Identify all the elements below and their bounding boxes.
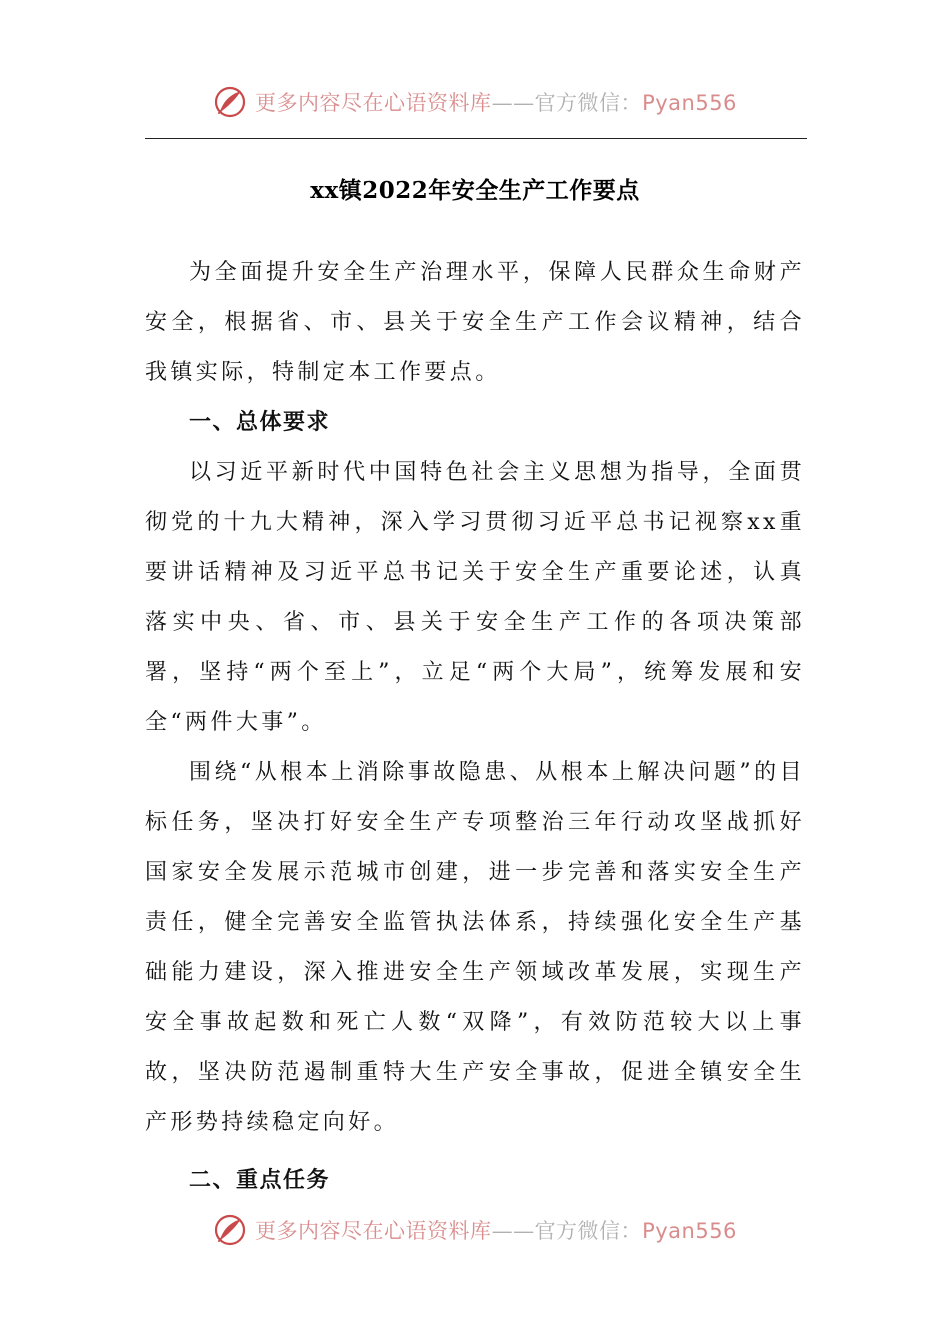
watermark-dash: —— [491, 1219, 535, 1243]
watermark-main-text: 更多内容尽在心语资料库 [255, 91, 492, 115]
section-heading-key-tasks: 二、重点任务 [189, 1168, 331, 1193]
document-title: xx镇2022年安全生产工作要点 [310, 177, 640, 204]
watermark-wechat-id: Pyan556 [642, 1219, 737, 1243]
quill-pen-logo-icon [213, 85, 247, 119]
footer-watermark-banner [0, 1210, 950, 1250]
document-body [145, 248, 805, 1206]
watermark-dash: —— [491, 91, 535, 115]
general-requirements-paragraph-2: 围绕“从根本上消除事故隐患、从根本上解决问题”的目标任务，坚决打好安全生产专项整治三年行动攻坚战抓好国家安全发展示范城市创建，进一步完善和落实安全生产责任，健全完善安全监管执法体系，持续强化安全生产基础能力建设，深入推进安全生产领域改革发展，实现生产安全事故起数和死亡人数“双降”，有效防范较大以上事故，坚决防范遏制重特大生产安全事故，促进全镇安全生产形势持续稳定向好。 [145, 760, 805, 1135]
header-divider [145, 138, 807, 139]
section-heading-general-requirements: 一、总体要求 [189, 410, 331, 435]
watermark-text [255, 87, 737, 117]
watermark-official-label: 官方微信： [534, 91, 643, 115]
quill-pen-logo-icon [213, 1213, 247, 1247]
general-requirements-paragraph-1: 以习近平新时代中国特色社会主义思想为指导，全面贯彻党的十九大精神，深入学习贯彻习近平总书记视察xx重要讲话精神及习近平总书记关于安全生产重要论述，认真落实中央、省、市、县关于安全生产工作的各项决策部署，坚持“两个至上”，立足“两个大局”，统筹发展和安全“两件大事”。 [145, 460, 805, 735]
header-watermark-banner [0, 82, 950, 122]
watermark-text [255, 1215, 737, 1245]
watermark-official-label: 官方微信： [534, 1219, 643, 1243]
intro-paragraph: 为全面提升安全生产治理水平，保障人民群众生命财产安全，根据省、市、县关于安全生产工作会议精神，结合我镇实际，特制定本工作要点。 [145, 260, 805, 385]
watermark-main-text: 更多内容尽在心语资料库 [255, 1219, 492, 1243]
watermark-wechat-id: Pyan556 [642, 91, 737, 115]
